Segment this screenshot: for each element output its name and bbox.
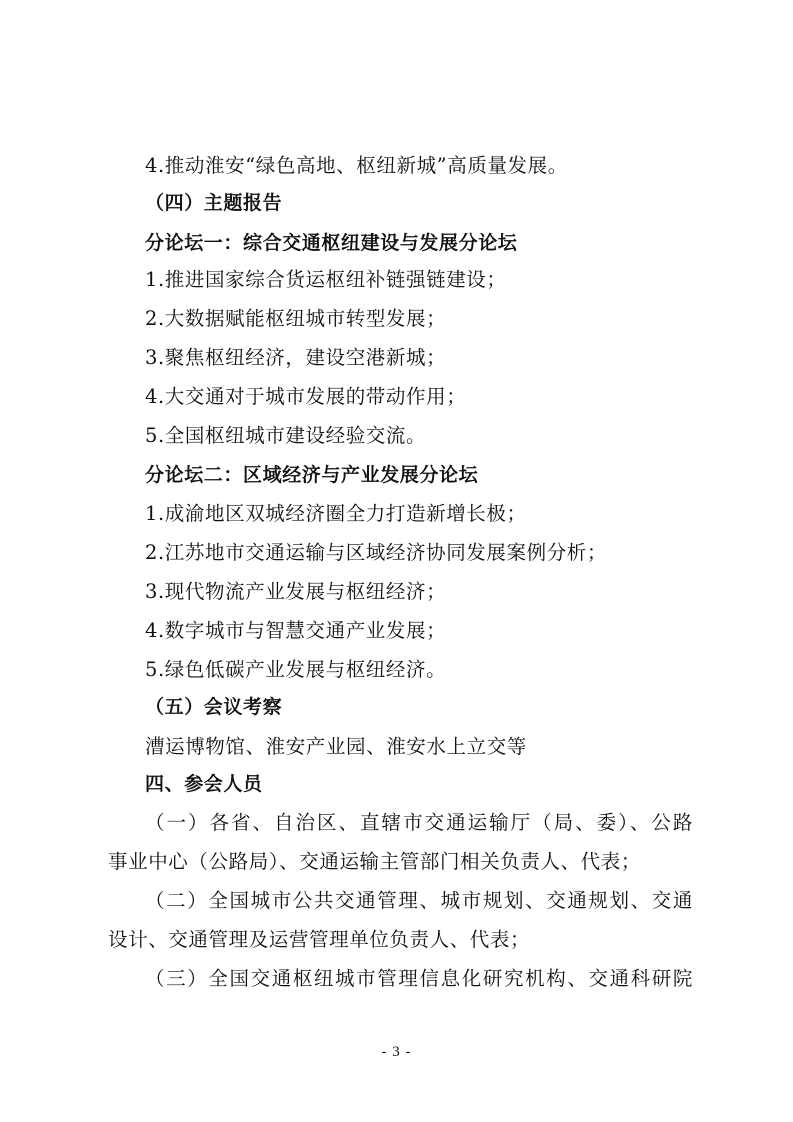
list-item-promote-huaian: 4.推动淮安“绿色高地、枢纽新城”高质量发展。: [145, 154, 568, 177]
section-heading-site-visit: （五）会议考察: [145, 696, 283, 718]
list-item: 4.大交通对于城市发展的带动作用；: [145, 385, 467, 408]
section-heading-attendees: 四、参会人员: [145, 773, 263, 795]
list-item: 2.大数据赋能枢纽城市转型发展；: [145, 307, 447, 330]
site-visit-text: 漕运博物馆、淮安产业园、淮安水上立交等: [145, 735, 527, 758]
list-item: 2.江苏地市交通运输与区域经济协同发展案例分析；: [145, 541, 608, 564]
list-item: 3.聚焦枢纽经济，建设空港新城；: [145, 346, 447, 369]
subforum-heading-one: 分论坛一：综合交通枢纽建设与发展分论坛: [145, 232, 518, 254]
attendee-paragraph-1-line-2: 事业中心（公路局）、交通运输主管部门相关负责人、代表；: [108, 850, 641, 873]
subforum-heading-two: 分论坛二：区域经济与产业发展分论坛: [145, 464, 479, 486]
attendee-paragraph-2-line-1: （二）全国城市公共交通管理、城市规划、交通规划、交通: [145, 889, 693, 912]
list-item: 3.现代物流产业发展与枢纽经济；: [145, 580, 447, 603]
attendee-paragraph-2-line-2: 设计、交通管理及运营管理单位负责人、代表；: [108, 928, 531, 951]
list-item: 5.全国枢纽城市建设经验交流。: [145, 424, 427, 447]
attendee-paragraph-1-line-1: （一）各省、自治区、直辖市交通运输厅（局、委）、公路: [145, 811, 693, 834]
list-item: 4.数字城市与智慧交通产业发展；: [145, 619, 447, 642]
list-item: 5.绿色低碳产业发展与枢纽经济。: [145, 658, 447, 681]
section-heading-theme-reports: （四）主题报告: [145, 192, 283, 214]
list-item: 1.推进国家综合货运枢纽补链强链建设；: [145, 268, 507, 291]
list-item: 1.成渝地区双城经济圈全力打造新增长极；: [145, 502, 527, 525]
attendee-paragraph-3-line-1: （三）全国交通枢纽城市管理信息化研究机构、交通科研院: [145, 967, 693, 990]
page-number: - 3 -: [381, 1044, 412, 1060]
